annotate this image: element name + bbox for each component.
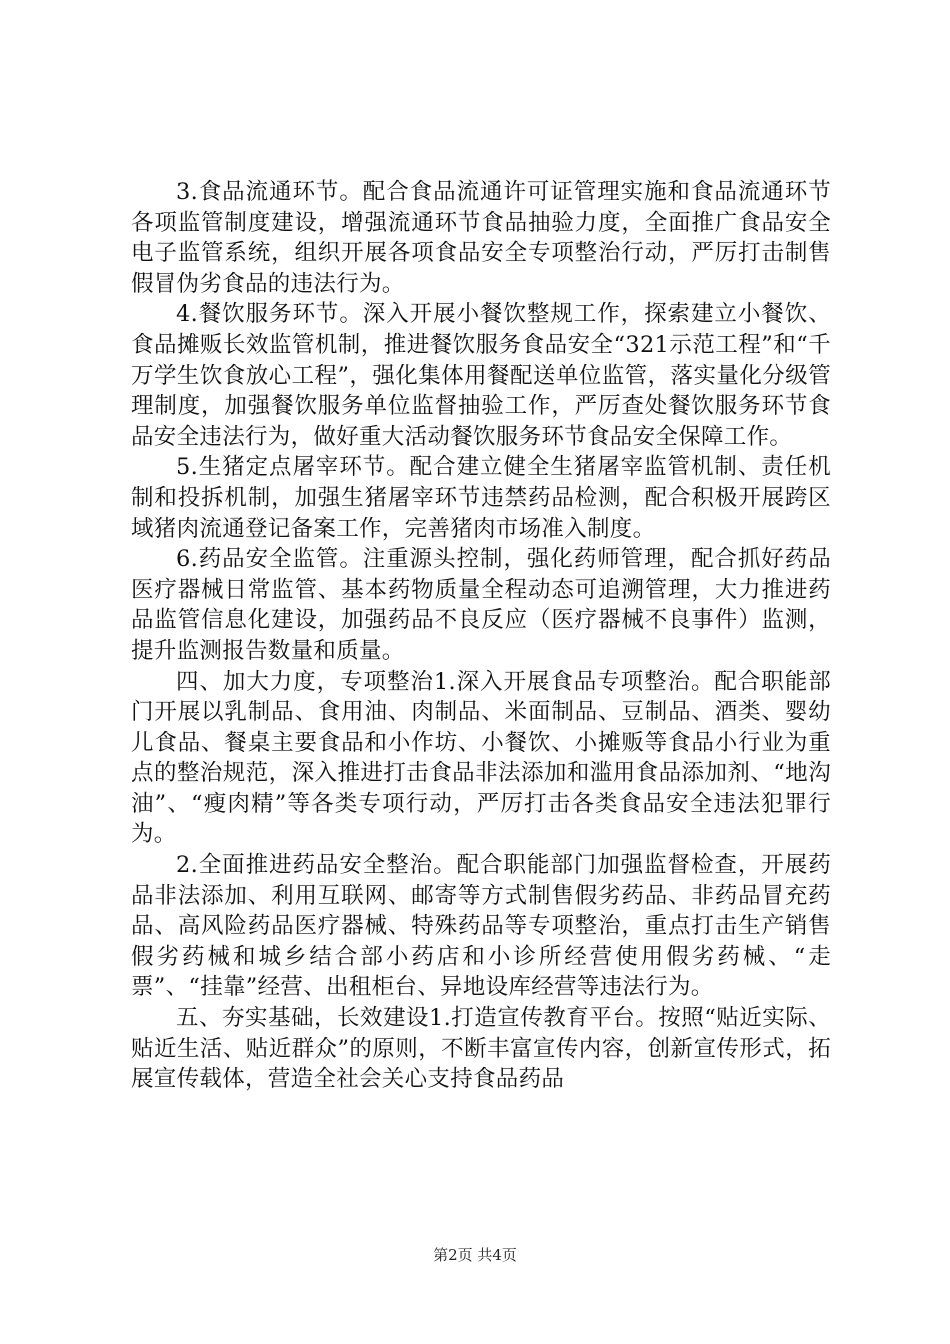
paragraph-drug-safety: 6.药品安全监管。注重源头控制，强化药师管理，配合抓好药品医疗器械日常监管、基本药物质量全程动态可追溯管理，大力推进药品监管信息化建设，加强药品不良反应（医疗器械不良事件）监测，提升监测报告数量和质量。 — [131, 546, 831, 664]
paragraph-section-four: 四、加大力度，专项整治1.深入开展食品专项整治。配合职能部门开展以乳制品、食用油、肉制品、米面制品、豆制品、酒类、婴幼儿食品、餐桌主要食品和小作坊、小餐饮、小摊贩等食品小行业为重点的整治规范，深入推进打击食品非法添加和滥用食品添加剂、“地沟油”、“瘦肉精”等各类专项行动，严厉打击各类食品安全违法犯罪行为。 — [131, 668, 831, 848]
page-number-footer: 第2页 共4页 — [433, 1246, 517, 1264]
paragraph-pig-slaughter: 5.生猪定点屠宰环节。配合建立健全生猪屠宰监管机制、责任机制和投拆机制，加强生猪屠宰环节违禁药品检测，配合积极开展跨区域猪肉流通登记备案工作，完善猪肉市场准入制度。 — [131, 454, 831, 542]
document-body — [131, 177, 831, 1095]
paragraph-food-circulation: 3.食品流通环节。配合食品流通许可证管理实施和食品流通环节各项监管制度建设，增强流通环节食品抽验力度，全面推广食品安全电子监管系统，组织开展各项食品安全专项整治行动，严厉打击制售假冒伪劣食品的违法行为。 — [131, 179, 831, 297]
paragraph-drug-rectification: 2.全面推进药品安全整治。配合职能部门加强监督检查，开展药品非法添加、利用互联网、邮寄等方式制售假劣药品、非药品冒充药品、高风险药品医疗器械、特殊药品等专项整治，重点打击生产销售假劣药械和城乡结合部小药店和小诊所经营使用假劣药械、“走票”、“挂靠”经营、出租柜台、异地设库经营等违法行为。 — [131, 852, 831, 1001]
paragraph-catering-service: 4.餐饮服务环节。深入开展小餐饮整规工作，探索建立小餐饮、食品摊贩长效监管机制，推进餐饮服务食品安全“321示范工程”和“千万学生饮食放心工程”，强化集体用餐配送单位监管，落实量化分级管理制度，加强餐饮服务单位监督抽验工作，严厉查处餐饮服务环节食品安全违法行为，做好重大活动餐饮服务环节食品安全保障工作。 — [131, 301, 831, 450]
paragraph-section-five: 五、夯实基础，长效建设1.打造宣传教育平台。按照“贴近实际、贴近生活、贴近群众”的原则，不断丰富宣传内容，创新宣传形式，拓展宣传载体，营造全社会关心支持食品药品 — [131, 1005, 831, 1093]
